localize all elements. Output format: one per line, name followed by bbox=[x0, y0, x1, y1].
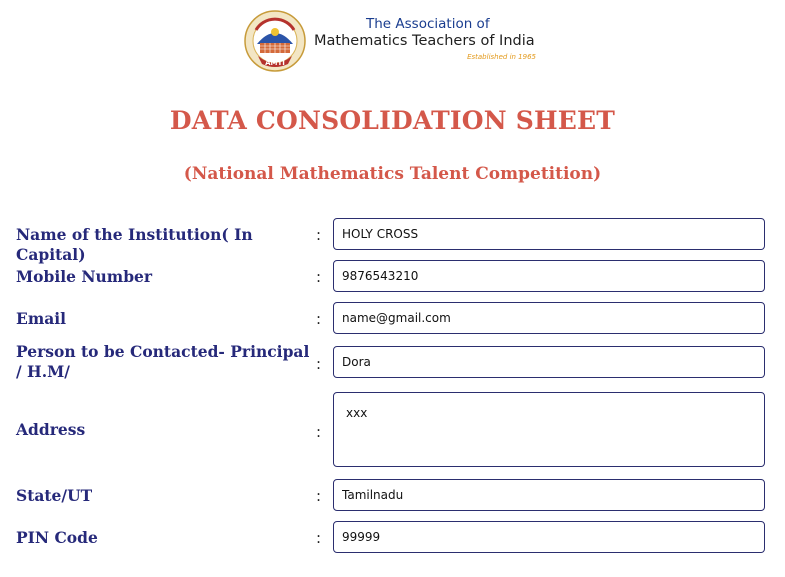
logo-text: AMTI bbox=[265, 59, 285, 67]
colon: : bbox=[316, 487, 322, 505]
mobile-label: Mobile Number bbox=[16, 267, 153, 286]
state-input[interactable] bbox=[333, 479, 765, 511]
email-input[interactable] bbox=[333, 302, 765, 334]
page-subtitle: (National Mathematics Talent Competition) bbox=[183, 164, 602, 184]
state-label: State/UT bbox=[16, 486, 93, 505]
org-name-line2: Mathematics Teachers of India bbox=[314, 33, 535, 49]
established-note: Established in 1965 bbox=[467, 53, 536, 61]
mobile-input[interactable] bbox=[333, 260, 765, 292]
contact-label: Person to be Contacted- Principal / H.M/ bbox=[16, 342, 310, 381]
institution-label: Name of the Institution( In Capital) bbox=[16, 225, 253, 264]
colon: : bbox=[316, 355, 322, 373]
address-label: Address bbox=[16, 420, 86, 439]
email-label: Email bbox=[16, 309, 67, 328]
colon: : bbox=[316, 310, 322, 328]
colon: : bbox=[316, 268, 322, 286]
colon: : bbox=[316, 423, 322, 441]
pin-input[interactable] bbox=[333, 521, 765, 553]
org-name-line1: The Association of bbox=[366, 16, 490, 32]
colon: : bbox=[316, 529, 322, 547]
amti-logo bbox=[244, 10, 306, 72]
contact-input[interactable] bbox=[333, 346, 765, 378]
colon: : bbox=[316, 226, 322, 244]
page-title: DATA CONSOLIDATION SHEET bbox=[169, 106, 616, 135]
pin-label: PIN Code bbox=[16, 528, 98, 547]
address-textarea[interactable] bbox=[333, 392, 765, 467]
institution-input[interactable] bbox=[333, 218, 765, 250]
org-header bbox=[244, 10, 544, 76]
